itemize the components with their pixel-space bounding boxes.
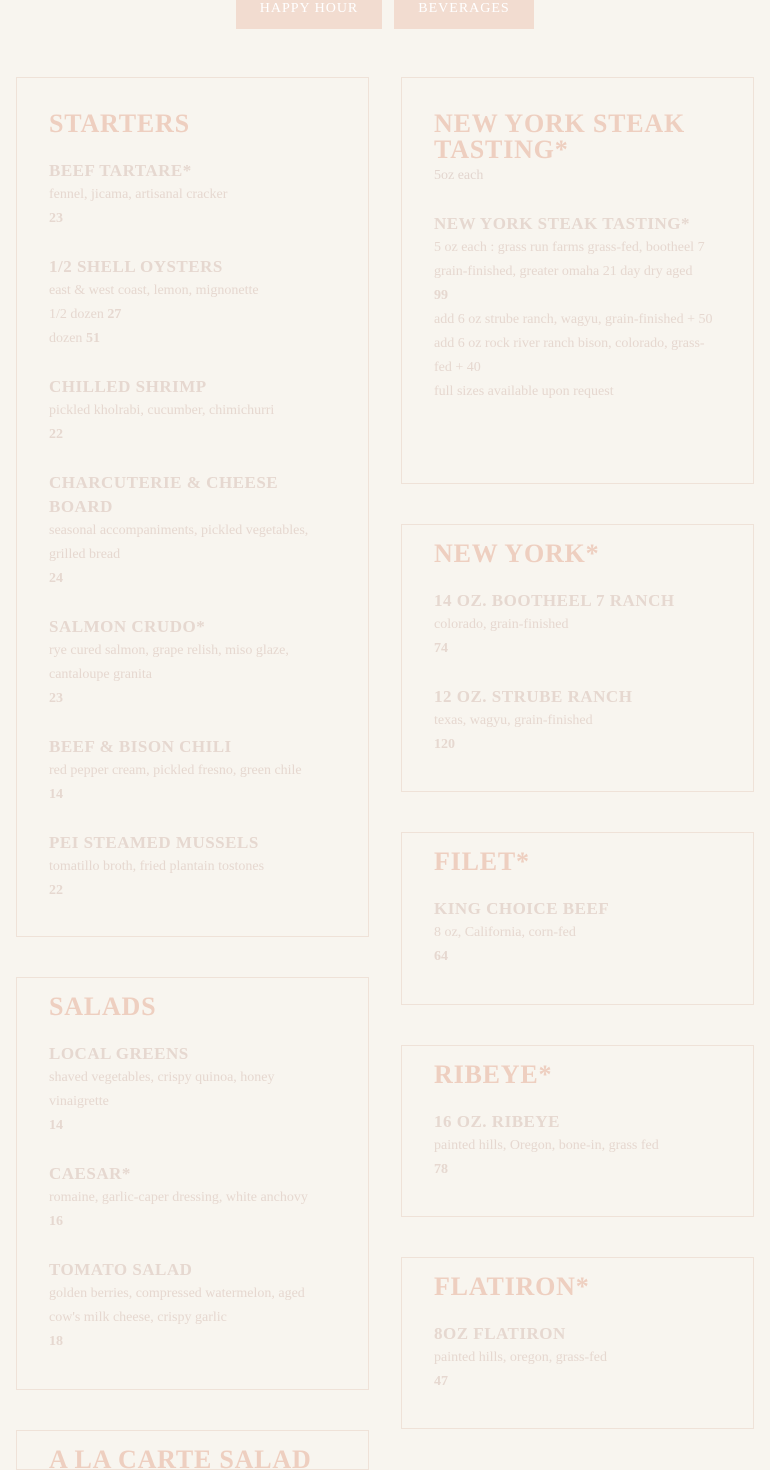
item-description: seasonal accompaniments, pickled vegetables, grilled bread [49,523,309,562]
menu-item-chili [49,735,336,807]
item-name: CHARCUTERIE & CHEESE BOARD [49,473,279,516]
section-title: STARTERS [49,109,190,138]
item-name: PEI STEAMED MUSSELS [49,833,259,852]
price-line [49,327,336,351]
menu-item-beef-tartare [49,159,336,231]
item-description: texas, wagyu, grain-finished [434,713,593,728]
item-price: 14 [49,787,63,802]
item-name: 16 OZ. RIBEYE [434,1112,560,1131]
item-name: NEW YORK STEAK TASTING* [434,214,691,233]
section-title: A LA CARTE SALAD [49,1445,312,1470]
item-description: rye cured salmon, grape relish, miso glaze, cantaloupe granita [49,643,289,682]
tab-beverages[interactable]: BEVERAGES [394,0,534,29]
item-description: romaine, garlic-caper dressing, white anchovy [49,1190,308,1205]
item-price: 23 [49,211,63,226]
section-subtitle: 5oz each [434,168,484,183]
menu-item-oysters [49,255,336,351]
item-description: colorado, grain-finished [434,617,569,632]
item-price: 24 [49,571,63,586]
item-name: TOMATO SALAD [49,1260,193,1279]
item-description: red pepper cream, pickled fresno, green chile [49,763,302,778]
item-description: painted hills, oregon, grass-fed [434,1350,608,1365]
item-name: 12 OZ. STRUBE RANCH [434,687,633,706]
item-price: 51 [85,331,100,346]
menu-item-flatiron [434,1322,721,1394]
item-name: LOCAL GREENS [49,1044,189,1063]
section-title: NEW YORK* [434,539,600,568]
item-name: SALMON CRUDO* [49,617,206,636]
menu-item-bootheel [434,589,721,661]
item-name: 14 OZ. BOOTHEEL 7 RANCH [434,591,675,610]
price-line [49,303,336,327]
menu-item-local-greens [49,1042,336,1138]
section-title: SALADS [49,992,157,1021]
item-description: painted hills, Oregon, bone-in, grass fed [434,1138,659,1153]
item-description: fennel, jicama, artisanal cracker [49,187,228,202]
menu-item-ny-tasting [434,212,721,404]
item-extra: add 6 oz rock river ranch bison, colorado, grass-fed + 40 [434,336,705,375]
item-price: 22 [49,427,63,442]
item-name: CAESAR* [49,1164,131,1183]
menu-item-chilled-shrimp [49,375,336,447]
menu-tabs [0,0,770,29]
price-label: dozen [49,331,83,346]
section-title: FLATIRON* [434,1272,590,1301]
item-name: 1/2 SHELL OYSTERS [49,257,223,276]
price-label: 1/2 dozen [49,307,104,322]
section-title: RIBEYE* [434,1060,553,1089]
flatiron-section [401,1257,754,1429]
item-price: 47 [434,1374,448,1389]
item-description: shaved vegetables, crispy quinoa, honey vinaigrette [49,1070,275,1109]
tab-happy-hour[interactable]: HAPPY HOUR [236,0,382,29]
ribeye-section [401,1045,754,1217]
item-price: 74 [434,641,448,656]
item-price: 27 [107,307,122,322]
menu-item-salmon-crudo [49,615,336,711]
section-title: FILET* [434,847,530,876]
menu-item-caesar [49,1162,336,1234]
menu-item-mussels [49,831,336,903]
item-name: 8OZ FLATIRON [434,1324,566,1343]
menu-item-strube-ranch [434,685,721,757]
item-description: golden berries, compressed watermelon, aged cow's milk cheese, crispy garlic [49,1286,305,1325]
item-name: KING CHOICE BEEF [434,899,610,918]
salads-section [16,977,369,1390]
item-description: east & west coast, lemon, mignonette [49,283,259,298]
menu-item-tomato-salad [49,1258,336,1354]
item-name: CHILLED SHRIMP [49,377,207,396]
item-price: 16 [49,1214,63,1229]
item-price: 23 [49,691,63,706]
item-name: BEEF TARTARE* [49,161,192,180]
item-description: pickled kholrabi, cucumber, chimichurri [49,403,275,418]
section-title: NEW YORK STEAK TASTING* [434,109,686,164]
item-price: 64 [434,949,448,964]
ny-tasting-section [401,77,754,484]
menu-item-charcuterie [49,471,336,591]
item-price: 18 [49,1334,63,1349]
filet-section [401,832,754,1005]
item-description: 8 oz, California, corn-fed [434,925,576,940]
item-price: 14 [49,1118,63,1133]
starters-section [16,77,369,937]
item-price: 120 [434,737,455,752]
alacarte-section [16,1430,369,1470]
item-price: 78 [434,1162,448,1177]
item-extra: full sizes available upon request [434,384,614,399]
new-york-section [401,524,754,792]
item-name: BEEF & BISON CHILI [49,737,232,756]
item-description: tomatillo broth, fried plantain tostones [49,859,265,874]
menu-item-king-choice [434,897,721,969]
item-description: 5 oz each : grass run farms grass-fed, bootheel 7 grain-finished, greater omaha 21 day dry aged [434,240,705,279]
item-extra: add 6 oz strube ranch, wagyu, grain-finished + 50 [434,312,713,327]
item-price: 22 [49,883,63,898]
menu-item-ribeye [434,1110,721,1182]
item-price: 99 [434,288,448,303]
